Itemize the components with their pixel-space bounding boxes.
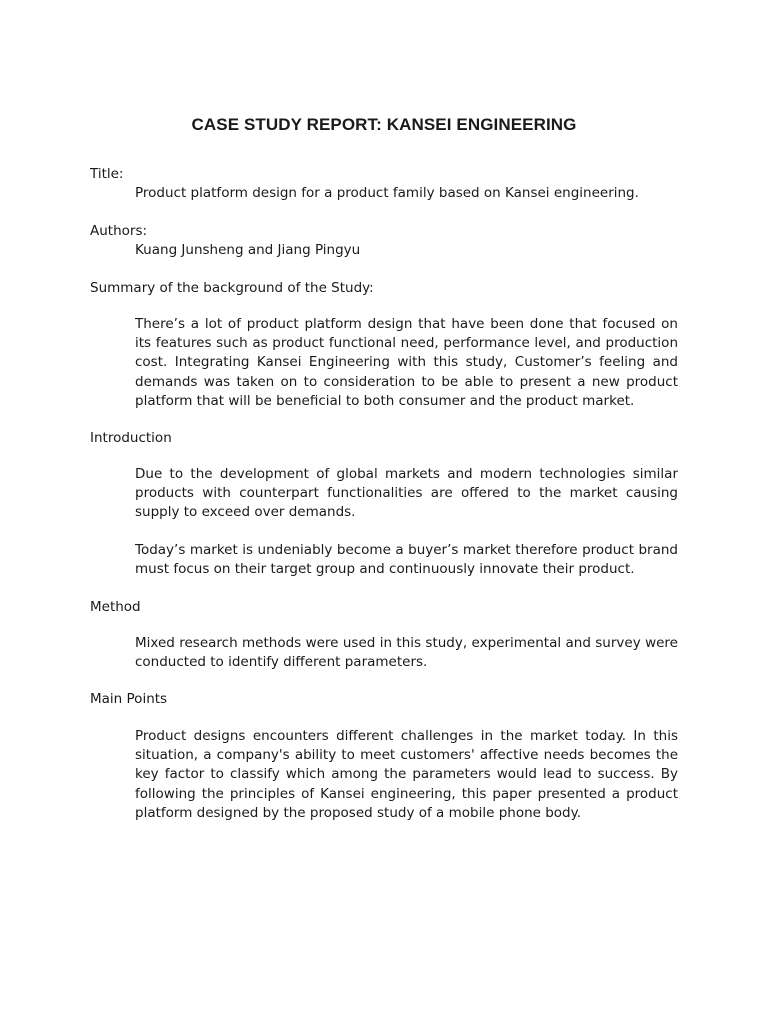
- authors-value: Kuang Junsheng and Jiang Pingyu: [135, 242, 361, 258]
- introduction-paragraph: Today’s market is undeniably become a buyer’s market therefore product brand must focus on their target group and continuously innovate their product.: [135, 542, 678, 578]
- title-label: Title:: [90, 166, 124, 182]
- method-label: Method: [90, 599, 141, 615]
- main-points-paragraph: Product designs encounters different challenges in the market today. In this situation, a company's ability to meet customers' affective needs becomes the key factor to classify which among the parameters would lead to success. By following the principles of Kansei engineering, this paper presented a product platform designed by the proposed study of a mobile phone body.: [135, 728, 678, 821]
- main-points-label: Main Points: [90, 691, 168, 707]
- paper-title: Product platform design for a product family based on Kansei engineering.: [135, 185, 639, 201]
- introduction-label: Introduction: [90, 430, 172, 446]
- summary-paragraph: There’s a lot of product platform design that have been done that focused on its features such as product functional need, performance level, and production cost. Integrating Kansei Engineering with this study, Customer’s feeling and demands was taken on to consideration to be able to present a new product platform that will be beneficial to both consumer and the product market.: [135, 316, 678, 409]
- document-title: CASE STUDY REPORT: KANSEI ENGINEERING: [191, 115, 577, 134]
- method-paragraph: Mixed research methods were used in this study, experimental and survey were conducted to identify different parameters.: [135, 635, 678, 671]
- authors-label: Authors:: [90, 223, 148, 239]
- introduction-paragraph: Due to the development of global markets and modern technologies similar products with counterpart functionalities are offered to the market causing supply to exceed over demands.: [135, 466, 678, 521]
- summary-label: Summary of the background of the Study:: [90, 280, 374, 296]
